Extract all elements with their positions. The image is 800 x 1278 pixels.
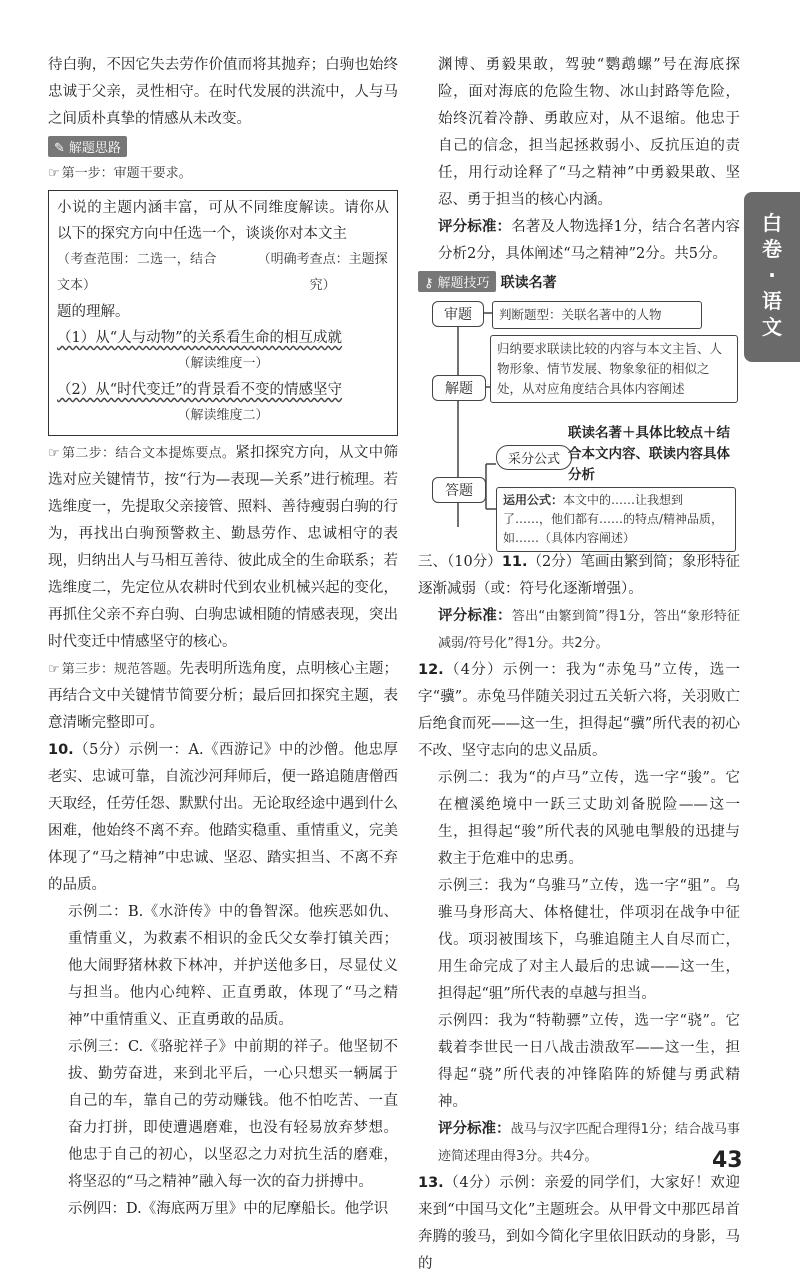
diagram-formula-text: 联读名著＋具体比较点＋结合本文内容、联读内容具体分析 — [568, 425, 730, 483]
solution-technique-badge: ⚷ 解题技巧 — [418, 271, 496, 292]
step1: ☞ 第一步：审题干要求。 — [48, 166, 192, 181]
diagram-solve-node: 解题 — [432, 375, 486, 401]
hand-icon: ☞ — [48, 446, 60, 461]
diagram-answer-node: 答题 — [432, 477, 486, 503]
q13-answer: 13.（4分）示例：亲爱的同学们，大家好！欢迎来到“中国马文化”主题班会。从甲骨文中那匹昂首奔腾的骏马，到如今简化字里依旧跃动的身影，马的 — [418, 1175, 740, 1272]
box-line1: 小说的主题内涵丰富，可从不同维度解读。请你从以下的探究方向中任选一个，谈谈你对本文主 — [57, 200, 389, 242]
q10-example1: 10.（5分）示例一：A.《西游记》中的沙僧。他忠厚老实、忠诚可靠，自流沙河拜师后，便一路追随唐僧西天取经，任劳任怨、默默付出。无论取经途中遇到什么困难，他始终不离不弃。他踏实稳重、重情重义，完美体现了“马之精神”中忠诚、坚忍、踏实担当、不离不弃的品质。 — [48, 742, 398, 893]
q12-example2: 示例二：我为“的卢马”立传，选一字“骏”。它在檀溪绝境中一跃三丈助刘备脱险——这一生，担得起“骏”所代表的风驰电掣般的迅捷与救主于危难中的忠勇。 — [438, 770, 740, 867]
technique-diagram — [418, 299, 740, 549]
q12-example3: 示例三：我为“乌骓马”立传，选一字“驵”。乌骓马身形高大、体格健壮，伴项羽在战争中征伐。项羽被围垓下，乌骓追随主人自尽而亡，用生命完成了对主人最后的忠诚——这一生，担得起“驵”所代表的卓越与担当。 — [438, 878, 740, 1002]
q10-example4: 示例四：D.《海底两万里》中的尼摩船长。他学识 — [68, 1201, 389, 1217]
option-1: （1）从“人与动物”的关系看生命的相互成就 — [57, 330, 343, 346]
right-column — [418, 52, 740, 1278]
solution-thinking-badge — [48, 136, 127, 157]
question-analysis-box — [48, 190, 398, 436]
note-point: （明确考查点：主题探究） — [257, 252, 388, 293]
option-2: （2）从“时代变迁”的背景看不变的情感坚守 — [57, 382, 343, 398]
q12-example1: 12.（4分）示例一：我为“赤兔马”立传，选一字“骥”。赤兔马伴随关羽过五关斩六将，关羽败亡后绝食而死——这一生，担得起“骥”所代表的初心不改、坚守志向的忠义品质。 — [418, 662, 740, 759]
q10-example3: 示例三：C.《骆驼祥子》中前期的祥子。他坚韧不拔、勤劳奋进，来到北平后，一心只想买一辆属于自己的车，靠自己的劳动赚钱。他不怕吃苦、一直奋力打拼，即使遭遇磨难，也没有轻易放弃梦想。他忠于自己的初心，以坚忍之力对抗生活的磨难，将坚忍的“马之精神”融入每一次的奋力拼搏中。 — [68, 1039, 398, 1190]
hand-icon: ☞ — [48, 662, 60, 677]
dimension-1: （解读维度一） — [177, 356, 269, 371]
intro-paragraph: 待白驹，不因它失去劳作价值而将其抛弃；白驹也始终忠诚于父亲，灵性相守。在时代发展的洪流中，人与马之间质朴真挚的情感从未改变。 — [48, 57, 398, 127]
pencil-icon: ✎ — [54, 141, 65, 156]
left-column — [48, 52, 398, 1223]
q10-score: 评分标准：名著及人物选择1分，结合名著内容分析2分，具体阐述“马之精神”2分。共5分。 — [438, 219, 741, 262]
hand-icon: ☞ — [48, 166, 60, 181]
technique-subtitle: 联读名著 — [500, 275, 557, 291]
diagram-judge-box: 判断题型：关联名著中的人物 — [492, 301, 702, 329]
key-icon: ⚷ — [424, 276, 434, 291]
page-number: 43 — [712, 1148, 743, 1173]
q12-example4: 示例四：我为“特勒骠”立传，选一字“骁”。它载着李世民一日八战击溃敌军——这一生，担得起“骁”所代表的冲锋陷阵的矫健与勇武精神。 — [438, 1013, 740, 1110]
q11-answer: 三、（10分）11.（2分）笔画由繁到简；象形特征逐渐减弱（或：符号化逐渐增强）。 — [418, 554, 740, 597]
note-scope: （考查范围：二选一，结合文本） — [57, 252, 217, 293]
badge-label: 解题思路 — [68, 141, 121, 156]
q10-example4-cont: 渊博、勇毅果敢，驾驶“鹦鹉螺”号在海底探险，面对海底的危险生物、冰山封路等危险，始终沉着冷静、勇敢应对，从不退缩。他忠于自己的信念，担当起拯救弱小、反抗压迫的责任，用行动诠释了“马之精神”中勇毅果敢、坚忍、勇于担当的核心内涵。 — [438, 57, 740, 208]
side-tab: 白卷·语文 — [744, 192, 800, 362]
dimension-2: （解读维度二） — [177, 408, 269, 423]
q11-score: 评分标准：答出“由繁到简”得1分，答出“象形特征减弱/符号化”得1分。共2分。 — [438, 608, 740, 651]
step3: ☞ 第三步：规范答题。先表明所选角度，点明核心主题；再结合文中关键情节简要分析；最后回扣探究主题，表意清晰完整即可。 — [48, 661, 398, 731]
q12-score: 评分标准：战马与汉字匹配合理得1分；结合战马事迹简述理由得3分。共4分。 — [438, 1121, 741, 1164]
diagram-use-box: 运用公式：本文中的……让我想到了……，他们都有……的特点/精神品质，如……（具体内容阐述） — [496, 487, 736, 552]
diagram-formula-node: 采分公式 — [496, 445, 572, 470]
diagram-solve-box: 归纳要求联读比较的内容与本文主旨、人物形象、情节发展、物象象征的相似之处，从对应角度结合具体内容阐述 — [490, 335, 738, 403]
q10-example2: 示例二：B.《水浒传》中的鲁智深。他疾恶如仇、重情重义，为救素不相识的金氏父女拳打镇关西；他大闹野猪林救下林冲，并护送他多日，尽显仗义与担当。他内心纯粹、正直勇敢，体现了“马之精神”中重情重义、正直勇敢的品质。 — [68, 904, 398, 1028]
diagram-review-node: 审题 — [432, 301, 484, 327]
step2: ☞ 第二步：结合文本提炼要点。紧扣探究方向，从文中筛选对应关键情节，按“行为—表现—关系”进行梳理。若选维度一，先提取父亲接管、照料、善待瘦弱白驹的行为，再找出白驹预警救主、勤恳劳作、忠诚相守的表现，归纳出人与马相互善待、彼此成全的生命联系；若选维度二，先定位从农耕时代到农业机械兴起的变化，再抓住父亲不弃白驹、白驹忠诚相随的情感表现，突出时代变迁中情感坚守的核心。 — [48, 445, 398, 650]
technique-header — [418, 268, 740, 295]
box-line2: 题的理解。 — [57, 304, 130, 320]
